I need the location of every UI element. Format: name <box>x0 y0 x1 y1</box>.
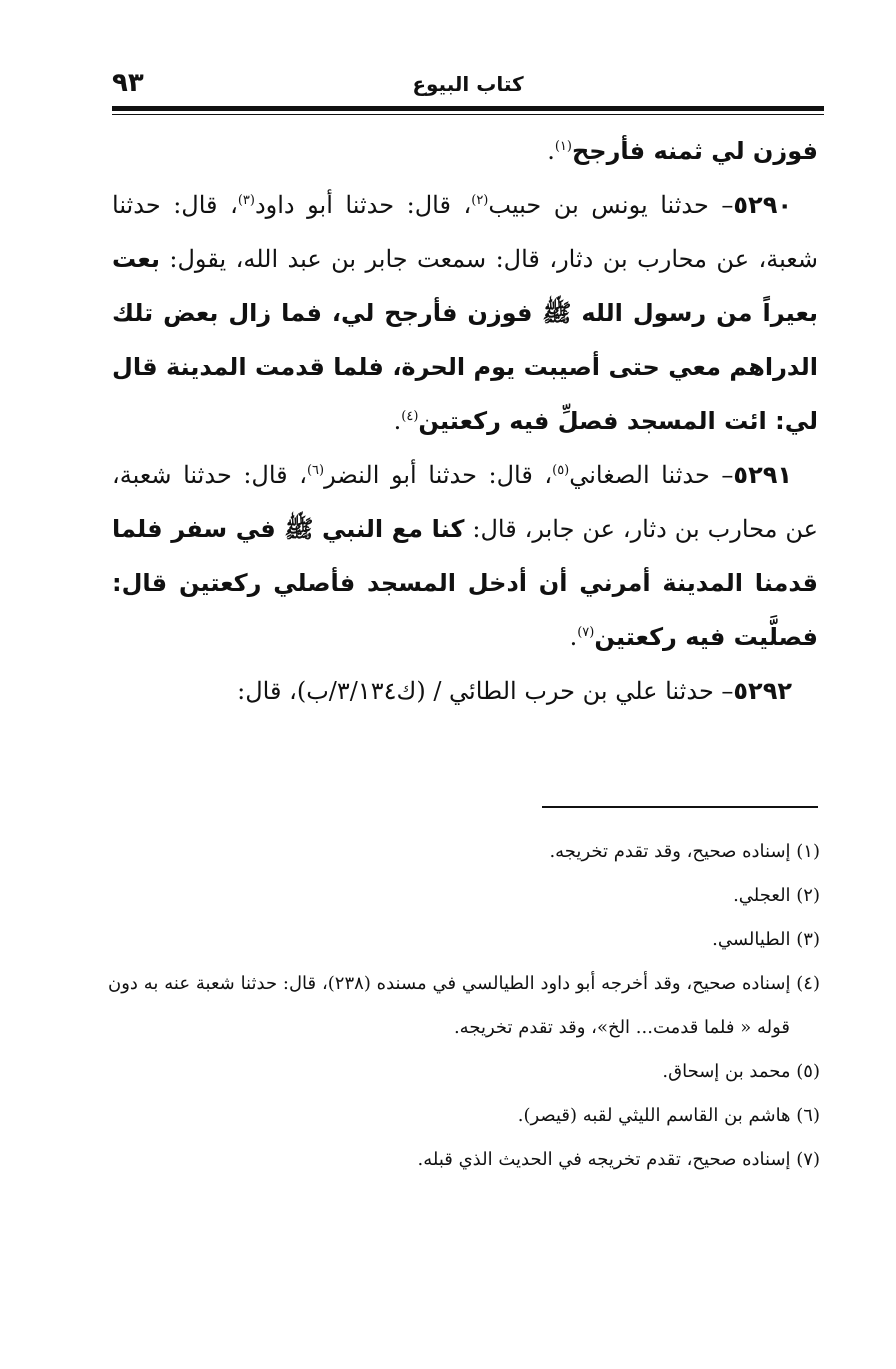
running-header <box>112 68 824 108</box>
hadith-5290-c: ، قال: حدثنا شعبة، عن محارب بن دثار، قال: سمعت جابر بن عبد الله، يقول: <box>112 191 818 273</box>
hadith-5290 <box>112 178 818 448</box>
footnote-ref-1: (١) <box>554 139 572 154</box>
hadith-5291-a: – حدثنا الصغاني <box>569 461 734 489</box>
footnote-5: (٥) محمد بن إسحاق. <box>662 1061 820 1082</box>
footnote-separator <box>542 806 818 808</box>
footnote-ref-6: (٦) <box>306 463 325 478</box>
footnote-ref-7: (٧) <box>577 625 595 640</box>
hadith-number-5290: ٥٢٩٠ <box>733 191 792 219</box>
main-text <box>112 124 818 718</box>
hadith-number-5291: ٥٢٩١ <box>733 461 793 489</box>
hadith-5290-b: ، قال: حدثنا أبو داود <box>254 191 472 219</box>
footnote-ref-5: (٥) <box>552 463 570 478</box>
hadith-5290-matn: بعت بعيراً من رسول الله ﷺ فوزن فأرجح لي، فما زال بعض تلك الدراهم معي حتى أصيبت يوم الحرة، فلما قدمت المدينة قال لي: ائت المسجد فصلِّ فيه ركعتين <box>112 245 818 435</box>
footnote-1: (١) إسناده صحيح، وقد تقدم تخريجه. <box>549 841 820 862</box>
continuation-line <box>112 124 818 178</box>
hadith-number-5292: ٥٢٩٢ <box>733 677 792 705</box>
footnotes <box>108 830 820 1182</box>
continuation-bold: فوزن لي ثمنه فأرجح <box>571 137 818 165</box>
hadith-5291 <box>112 448 818 664</box>
hadith-5291-end: . <box>569 623 578 651</box>
hadith-5291-matn: كنا مع النبي ﷺ في سفر فلما قدمنا المدينة أمرني أن أدخل المسجد فأصلي ركعتين قال: فصلَّيت فيه ركعتين <box>112 515 818 651</box>
footnote-4: (٤) إسناده صحيح، وقد أخرجه أبو داود الطيالسي في مسنده (٢٣٨)، قال: حدثنا شعبة عنه به دون قوله « فلما قدمت... الخ»، وقد تقدم تخريجه. <box>108 973 820 1038</box>
hadith-5291-c: ، قال: حدثنا شعبة، عن محارب بن دثار، عن جابر، قال: <box>112 461 819 543</box>
hadith-5290-a: – حدثنا يونس بن حبيب <box>488 191 734 219</box>
footnote-ref-3: (٣) <box>237 193 255 208</box>
hadith-5292 <box>112 664 818 718</box>
continuation-end: . <box>547 137 555 165</box>
chapter-title: كتاب البيوع <box>412 72 524 96</box>
hadith-5290-end: . <box>393 407 402 435</box>
footnote-3: (٣) الطيالسي. <box>712 929 820 950</box>
footnote-7: (٧) إسناده صحيح، تقدم تخريجه في الحديث الذي قبله. <box>417 1149 820 1170</box>
footnote-2: (٢) العجلي. <box>733 885 820 906</box>
page-number: ٩٣ <box>112 68 144 98</box>
footnote-6: (٦) هاشم بن القاسم الليثي لقبه (قيصر). <box>517 1105 820 1126</box>
hadith-5292-a: – حدثنا علي بن حرب الطائي / (ك٣/١٣٤/ب)، قال: <box>237 677 734 705</box>
hadith-5291-b: ، قال: حدثنا أبو النضر <box>324 461 553 489</box>
footnote-ref-2: (٢) <box>471 193 489 208</box>
footnote-ref-4: (٤) <box>401 409 419 424</box>
header-rule-thick <box>112 106 824 111</box>
header-rule-thin <box>112 114 824 115</box>
